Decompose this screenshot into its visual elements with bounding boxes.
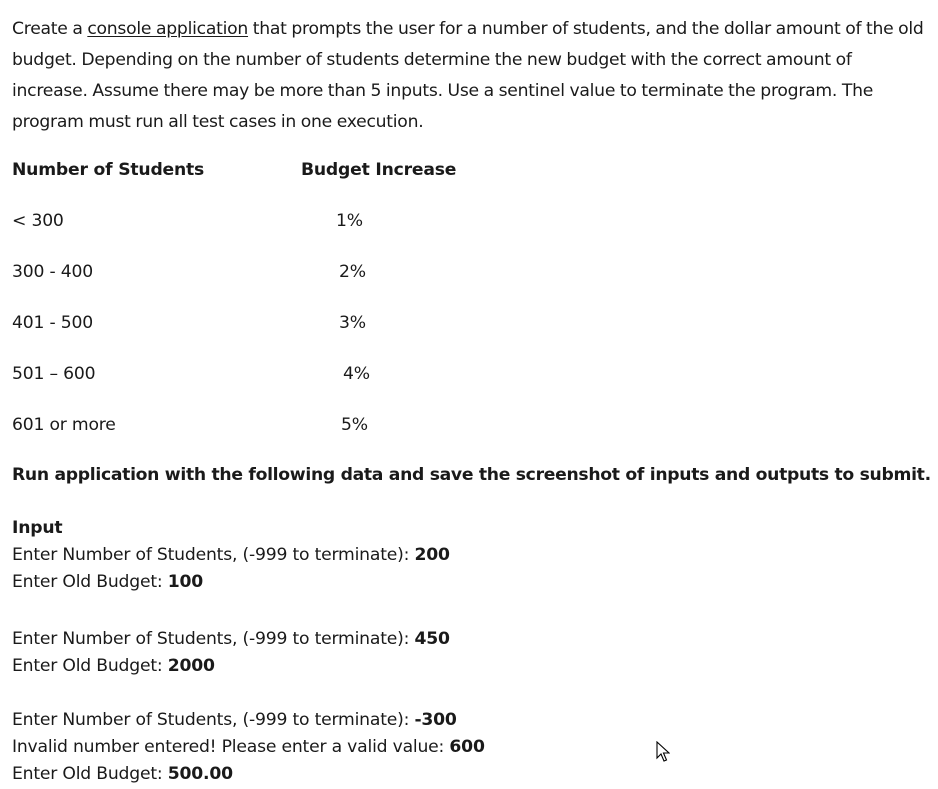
students-range: 501 – 600 (12, 364, 96, 384)
table-row (12, 415, 368, 435)
table-header (12, 160, 457, 180)
case3-students-line (12, 707, 485, 734)
table-row (12, 313, 366, 333)
budget-increase: 3% (339, 313, 366, 333)
input-section (12, 515, 450, 596)
mouse-pointer-icon (656, 741, 670, 763)
header-budget-increase: Budget Increase (301, 160, 457, 180)
budget-prompt: Enter Old Budget: (12, 572, 168, 592)
budget-prompt: Enter Old Budget: (12, 764, 168, 784)
budget-value: 100 (167, 572, 204, 592)
budget-value: 500.00 (167, 764, 233, 784)
students-value: 200 (414, 545, 450, 565)
run-instruction: Run application with the following data and save the screenshot of inputs and outputs to submit. (12, 465, 931, 485)
console-application-link: console application (87, 19, 249, 39)
case3-block (12, 707, 485, 788)
case3-budget-line (12, 761, 485, 788)
table-row (12, 211, 363, 231)
budget-value: 2000 (167, 656, 215, 676)
budget-increase: 4% (343, 364, 370, 384)
intro-text-rest: that prompts the user for a number of students, and the dollar amount of the old budget. Depending on the number of students determine the new budget with the correct amount of increase. Assume there may be more than 5 inputs. Use a sentinel value to terminate the program. The program must run all test cases in one execution. (12, 19, 924, 132)
budget-increase: 1% (336, 211, 363, 231)
case2-budget-line (12, 653, 450, 680)
students-value: 450 (414, 629, 450, 649)
case2-block (12, 626, 450, 680)
input-heading: Input (12, 518, 63, 538)
intro-paragraph (12, 14, 932, 138)
students-value: -300 (414, 710, 457, 730)
intro-text-start: Create a (12, 19, 88, 39)
invalid-prompt: Invalid number entered! Please enter a valid value: (12, 737, 450, 757)
invalid-value: 600 (449, 737, 485, 757)
case3-invalid-line (12, 734, 485, 761)
students-prompt: Enter Number of Students, (-999 to terminate): (12, 710, 415, 730)
table-row (12, 262, 366, 282)
students-range: < 300 (12, 211, 64, 231)
students-prompt: Enter Number of Students, (-999 to terminate): (12, 629, 415, 649)
budget-prompt: Enter Old Budget: (12, 656, 168, 676)
case1-students-line (12, 542, 450, 569)
table-row (12, 364, 370, 384)
students-range: 601 or more (12, 415, 116, 435)
case1-budget-line (12, 569, 450, 596)
header-number-of-students: Number of Students (12, 160, 205, 180)
students-prompt: Enter Number of Students, (-999 to terminate): (12, 545, 415, 565)
students-range: 300 - 400 (12, 262, 93, 282)
students-range: 401 - 500 (12, 313, 93, 333)
case2-students-line (12, 626, 450, 653)
document (12, 14, 932, 138)
budget-increase: 2% (339, 262, 366, 282)
budget-increase: 5% (341, 415, 368, 435)
